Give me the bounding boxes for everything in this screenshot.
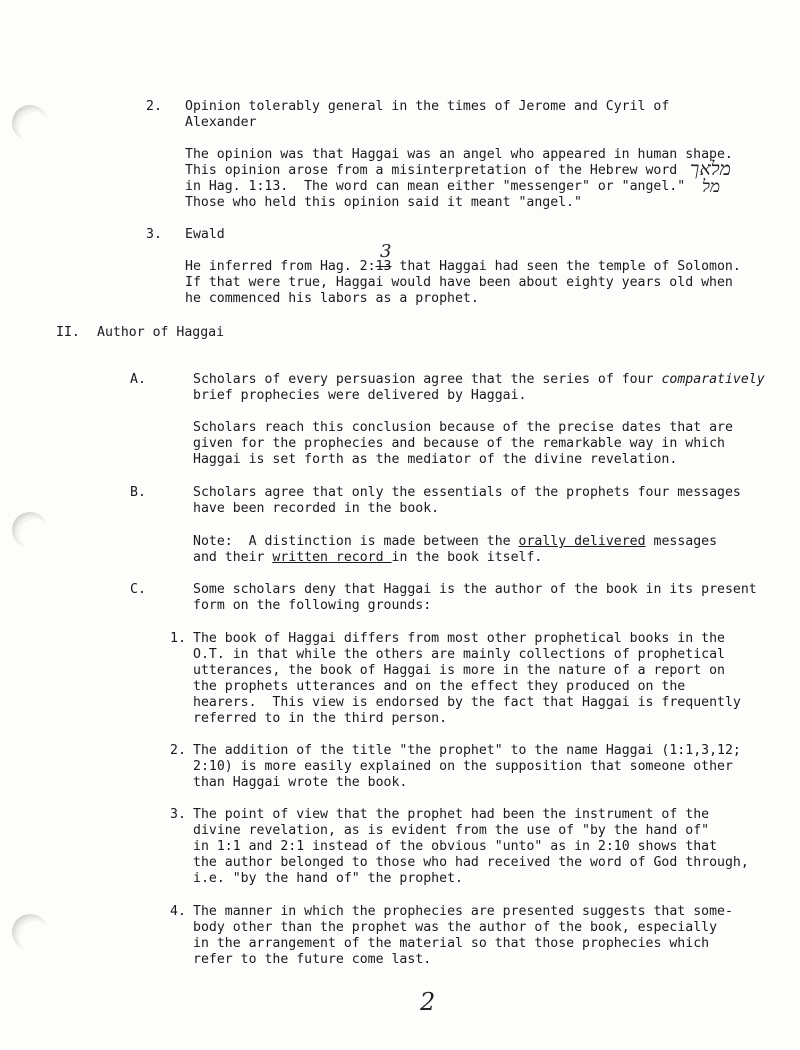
pointA-letter: A. (130, 372, 146, 387)
pointB-note-line2 (193, 550, 542, 566)
item3-heading: Ewald (185, 227, 225, 242)
pointA-italic-word: comparatively (661, 372, 765, 387)
note-underlined-orally-delivered: orally delivered (518, 534, 646, 549)
pointA-line1 (193, 372, 765, 388)
struck-reference: 13 (375, 259, 392, 274)
pointB-line1: Scholars agree that only the essentials of the prophets four messages (193, 485, 741, 500)
section2-title: Author of Haggai (97, 325, 225, 340)
ground2-line3: than Haggai wrote the book. (193, 775, 408, 790)
ground1-line2: O.T. in that while the others are mainly collections of prophetical (193, 647, 725, 662)
item2-para-line2: This opinion arose from a misinterpretation of the Hebrew word (185, 163, 678, 178)
ground3-line3: in 1:1 and 2:1 instead of the obvious "unto" as in 2:10 shows that (193, 839, 718, 854)
pointB-letter: B. (130, 485, 146, 500)
note-underlined-written-record: written record (272, 550, 392, 565)
binder-hole-bottom (12, 914, 48, 950)
ground2-number: 2. (170, 743, 186, 758)
ground3-line4: the author belonged to those who had received the word of God through, (193, 855, 749, 870)
note-text-a: Note: A distinction is made between the (193, 534, 519, 549)
item2-number: 2. (146, 99, 162, 114)
ground4-line1: The manner in which the prophecies are presented suggests that some- (193, 904, 733, 919)
item2-para-line3: in Hag. 1:13. The word can mean either "messenger" or "angel." (185, 179, 686, 194)
ground1-line5: hearers. This view is endorsed by the fact that Haggai is frequently (193, 695, 741, 710)
item2-heading-line1: Opinion tolerably general in the times of Jerome and Cyril of (185, 99, 670, 114)
item3-line1-end: that Haggai had seen the temple of Solomon. (391, 259, 741, 274)
ground4-line4: refer to the future come last. (193, 952, 432, 967)
item2-para-line1: The opinion was that Haggai was an angel who appeared in human shape. (185, 147, 733, 162)
ground3-line1: The point of view that the prophet had been the instrument of the (193, 807, 710, 822)
note2-text-b: in the book itself. (391, 550, 543, 565)
pointC-line1: Some scholars deny that Haggai is the author of the book in its present (193, 582, 757, 597)
item3-number: 3. (146, 227, 162, 242)
ground1-line3: utterances, the book of Haggai is more in the nature of a report on (193, 663, 725, 678)
ground3-number: 3. (170, 807, 186, 822)
ground4-number: 4. (170, 904, 186, 919)
handwritten-correction: 3 (380, 241, 392, 262)
item2-para-line4: Those who held this opinion said it meant "angel." (185, 195, 582, 210)
handwritten-hebrew-word-2: מל (702, 177, 721, 197)
item2-heading-line2: Alexander (185, 115, 257, 130)
binder-hole-top (12, 105, 48, 141)
ground3-line5: i.e. "by the hand of" the prophet. (193, 871, 463, 886)
pointB-line2: have been recorded in the book. (193, 501, 440, 516)
note-text-b: messages (645, 534, 718, 549)
note2-text-a: and their (193, 550, 273, 565)
binder-hole-middle (12, 512, 48, 548)
section2-numeral: II. (56, 325, 80, 340)
ground2-line2: 2:10) is more easily explained on the supposition that someone other (193, 759, 733, 774)
pointA-para-line2: given for the prophecies and because of the remarkable way in which (193, 436, 725, 451)
item3-line1-start: He inferred from Hag. 2: (185, 259, 376, 274)
item3-line3: he commenced his labors as a prophet. (185, 291, 479, 306)
ground1-line4: the prophets utterances and on the effect they produced on the (193, 679, 686, 694)
ground2-line1: The addition of the title "the prophet" to the name Haggai (1:1,3,12; (193, 743, 741, 758)
ground4-line3: in the arrangement of the material so that those prophecies which (193, 936, 710, 951)
item3-line1 (185, 259, 741, 275)
ground1-line1: The book of Haggai differs from most other prophetical books in the (193, 631, 725, 646)
pointB-note-line1 (193, 534, 717, 550)
handwritten-hebrew-word: מלאך (690, 158, 731, 180)
pointC-letter: C. (130, 582, 146, 597)
pointA-line2: brief prophecies were delivered by Haggai. (193, 388, 527, 403)
ground3-line2: divine revelation, as is evident from the use of "by the hand of" (193, 823, 710, 838)
pointA-para-line1: Scholars reach this conclusion because of the precise dates that are (193, 420, 733, 435)
pointC-line2: form on the following grounds: (193, 598, 432, 613)
item3-line2: If that were true, Haggai would have been about eighty years old when (185, 275, 733, 290)
ground1-line6: referred to in the third person. (193, 711, 448, 726)
page-number: 2 (420, 988, 436, 1016)
ground1-number: 1. (170, 631, 186, 646)
ground4-line2: body other than the prophet was the author of the book, especially (193, 920, 718, 935)
pointA-para-line3: Haggai is set forth as the mediator of the divine revelation. (193, 452, 678, 467)
pointA-line1-text: Scholars of every persuasion agree that the series of four (193, 372, 662, 387)
